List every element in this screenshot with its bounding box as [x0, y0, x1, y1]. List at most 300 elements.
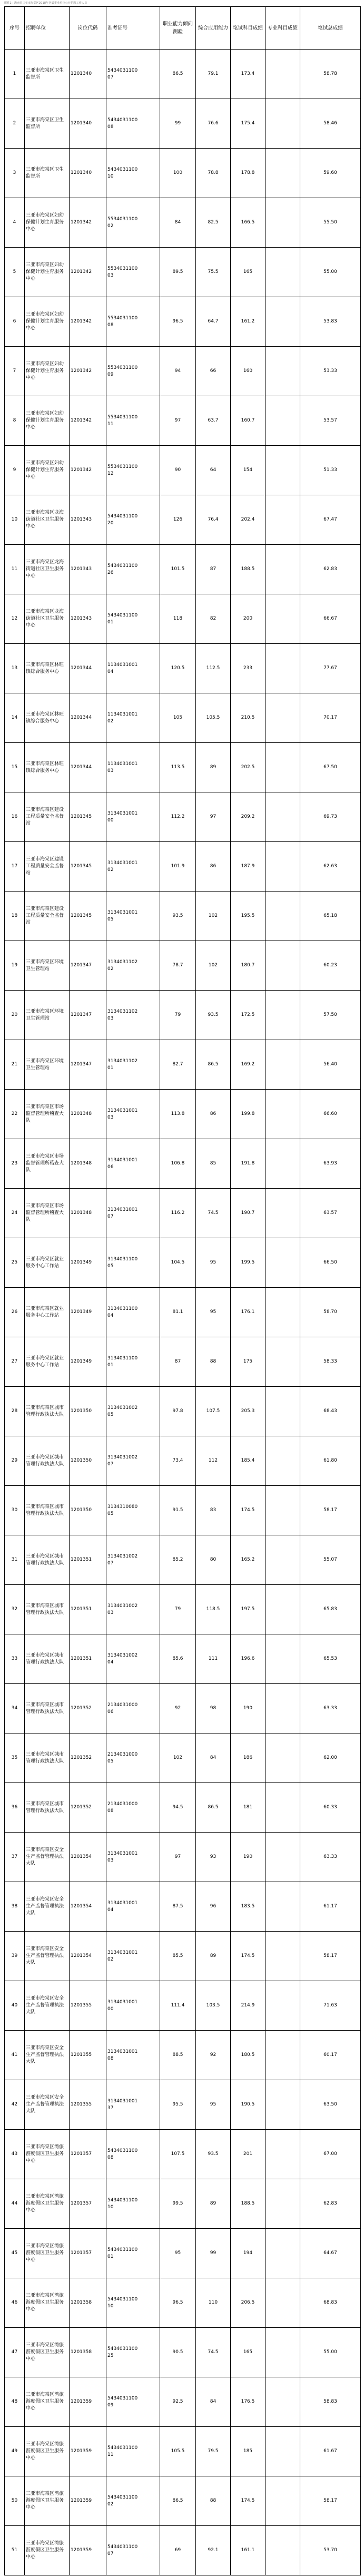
cell-index: 22	[5, 1090, 25, 1139]
cell-position-code: 1201342	[70, 347, 106, 396]
cell-aptitude-score: 69	[160, 2526, 196, 2575]
cell-application-score: 76.6	[196, 99, 231, 149]
cell-aptitude-score: 87	[160, 1337, 196, 1387]
cell-ticket-number: 3134031100 05	[106, 1238, 160, 1288]
table-row	[5, 2427, 361, 2476]
cell-unit: 三亚市海棠区市场监督管理所稽查大队	[25, 1139, 70, 1189]
cell-ticket-number: 3134031100 04	[106, 1288, 160, 1337]
cell-aptitude-score: 94	[160, 347, 196, 396]
cell-ticket-number: 3134031001 08	[106, 2031, 160, 2080]
cell-aptitude-score: 97.8	[160, 1387, 196, 1436]
cell-application-score: 75.5	[196, 248, 231, 297]
cell-application-score: 86	[196, 842, 231, 892]
cell-ticket-number: 3134031001 07	[106, 1189, 160, 1238]
header-aptitude-score: 职业能力倾向测验	[160, 7, 196, 50]
cell-application-score: 87	[196, 545, 231, 594]
cell-specialty-score	[265, 446, 300, 495]
cell-index: 28	[5, 1387, 25, 1436]
cell-subject-total: 160	[231, 347, 265, 396]
cell-final-score: 58.83	[300, 2377, 361, 2427]
cell-unit: 三亚市海棠区湾旅游度假区卫生服务中心	[25, 2427, 70, 2476]
cell-final-score: 61.17	[300, 1882, 361, 1932]
header-ticket-number: 准考证号	[106, 7, 160, 50]
cell-subject-total: 205.3	[231, 1387, 265, 1436]
cell-aptitude-score: 126	[160, 495, 196, 545]
cell-position-code: 1201344	[70, 644, 106, 693]
cell-specialty-score	[265, 1882, 300, 1932]
cell-ticket-number: 3134031001 03	[106, 1090, 160, 1139]
cell-final-score: 62.83	[300, 2179, 361, 2229]
cell-unit: 三亚市海棠区安全生产监督管理执法大队	[25, 1981, 70, 2031]
cell-index: 33	[5, 1634, 25, 1684]
cell-aptitude-score: 101.9	[160, 842, 196, 892]
cell-position-code: 1201355	[70, 2080, 106, 2130]
cell-index: 24	[5, 1189, 25, 1238]
cell-ticket-number: 5534031100 02	[106, 198, 160, 248]
table-row	[5, 99, 361, 149]
table-row	[5, 2476, 361, 2526]
table-row	[5, 594, 361, 644]
cell-subject-total: 185	[231, 2427, 265, 2476]
cell-specialty-score	[265, 545, 300, 594]
cell-specialty-score	[265, 1436, 300, 1486]
cell-unit: 三亚市海棠区城市管理行政执法大队	[25, 1387, 70, 1436]
cell-final-score: 66.50	[300, 1238, 361, 1288]
table-row	[5, 743, 361, 792]
cell-index: 27	[5, 1337, 25, 1387]
cell-unit: 三亚市海棠区妇幼保健计划生育服务中心	[25, 198, 70, 248]
cell-position-code: 1201342	[70, 396, 106, 446]
cell-final-score: 66.60	[300, 1090, 361, 1139]
cell-ticket-number: 3134031001 04	[106, 1882, 160, 1932]
cell-subject-total: 176.5	[231, 2377, 265, 2427]
cell-index: 14	[5, 693, 25, 743]
cell-position-code: 1201352	[70, 1684, 106, 1733]
cell-unit: 三亚市海棠区城市管理行政执法大队	[25, 1733, 70, 1783]
cell-specialty-score	[265, 2130, 300, 2179]
cell-aptitude-score: 100	[160, 149, 196, 198]
cell-position-code: 1201342	[70, 297, 106, 347]
cell-final-score: 63.93	[300, 1139, 361, 1189]
cell-final-score: 58.46	[300, 99, 361, 149]
cell-unit: 三亚市海棠区卫生监督所	[25, 149, 70, 198]
cell-final-score: 60.33	[300, 1783, 361, 1833]
cell-application-score: 84	[196, 2377, 231, 2427]
cell-subject-total: 186	[231, 1733, 265, 1783]
cell-position-code: 1201359	[70, 2377, 106, 2427]
cell-specialty-score	[265, 892, 300, 941]
cell-specialty-score	[265, 1387, 300, 1436]
cell-unit: 三亚市海棠区就业服务中心工作站	[25, 1238, 70, 1288]
cell-subject-total: 174.5	[231, 1932, 265, 1981]
header-unit: 招聘单位	[25, 7, 70, 50]
cell-ticket-number: 5434031100 07	[106, 2526, 160, 2575]
cell-unit: 三亚市海棠区环境卫生管理站	[25, 941, 70, 991]
cell-final-score: 56.40	[300, 1040, 361, 1090]
cell-subject-total: 178.8	[231, 149, 265, 198]
cell-specialty-score	[265, 2031, 300, 2080]
cell-specialty-score	[265, 2377, 300, 2427]
cell-application-score: 98	[196, 1684, 231, 1733]
cell-unit: 三亚市海棠区湾旅游度假区卫生服务中心	[25, 2526, 70, 2575]
cell-position-code: 1201352	[70, 1783, 106, 1833]
cell-application-score: 118.5	[196, 1585, 231, 1634]
cell-position-code: 1201348	[70, 1139, 106, 1189]
table-row	[5, 1387, 361, 1436]
cell-ticket-number: 5534031100 12	[106, 446, 160, 495]
cell-application-score: 83	[196, 1486, 231, 1535]
cell-ticket-number: 5434031100 08	[106, 2130, 160, 2179]
cell-unit: 三亚市海棠区市场监督管理所稽查大队	[25, 1189, 70, 1238]
cell-aptitude-score: 82.7	[160, 1040, 196, 1090]
table-row	[5, 347, 361, 396]
cell-index: 44	[5, 2179, 25, 2229]
cell-final-score: 58.33	[300, 1337, 361, 1387]
cell-position-code: 1201352	[70, 1733, 106, 1783]
cell-ticket-number: 3134031001 06	[106, 1139, 160, 1189]
cell-final-score: 55.00	[300, 2328, 361, 2377]
cell-aptitude-score: 96.5	[160, 2278, 196, 2328]
cell-application-score: 85	[196, 1139, 231, 1189]
cell-aptitude-score: 86.5	[160, 50, 196, 99]
cell-aptitude-score: 87.5	[160, 1882, 196, 1932]
cell-index: 13	[5, 644, 25, 693]
cell-subject-total: 174.5	[231, 1486, 265, 1535]
cell-ticket-number: 3134031100 01	[106, 1337, 160, 1387]
cell-subject-total: 181	[231, 1783, 265, 1833]
cell-aptitude-score: 107.5	[160, 2130, 196, 2179]
cell-application-score: 74.5	[196, 2328, 231, 2377]
cell-unit: 三亚市海棠区城市管理行政执法大队	[25, 1684, 70, 1733]
cell-ticket-number: 5434031100 01	[106, 2229, 160, 2278]
cell-ticket-number: 3134031001 37	[106, 2080, 160, 2130]
table-row	[5, 297, 361, 347]
cell-subject-total: 174.5	[231, 2476, 265, 2526]
cell-ticket-number: 5434031100 09	[106, 2377, 160, 2427]
cell-index: 1	[5, 50, 25, 99]
cell-ticket-number: 3134031001 05	[106, 892, 160, 941]
cell-index: 48	[5, 2377, 25, 2427]
cell-index: 6	[5, 297, 25, 347]
cell-position-code: 1201354	[70, 1833, 106, 1882]
table-row	[5, 693, 361, 743]
cell-index: 47	[5, 2328, 25, 2377]
cell-position-code: 1201342	[70, 248, 106, 297]
cell-final-score: 58.78	[300, 50, 361, 99]
cell-ticket-number: 5434031100 25	[106, 2328, 160, 2377]
cell-specialty-score	[265, 495, 300, 545]
cell-aptitude-score: 85.6	[160, 1634, 196, 1684]
cell-application-score: 86.5	[196, 1040, 231, 1090]
cell-final-score: 62.00	[300, 1733, 361, 1783]
cell-final-score: 67.47	[300, 495, 361, 545]
cell-aptitude-score: 99.5	[160, 2179, 196, 2229]
cell-unit: 三亚市海棠区环境卫生管理站	[25, 991, 70, 1040]
cell-specialty-score	[265, 2328, 300, 2377]
document-caption: 附件2：海南省三亚市海棠区2018年区属事业单位公开招聘工作人员	[4, 2, 87, 5]
cell-specialty-score	[265, 198, 300, 248]
cell-specialty-score	[265, 149, 300, 198]
table-row	[5, 2031, 361, 2080]
cell-index: 9	[5, 446, 25, 495]
cell-index: 30	[5, 1486, 25, 1535]
cell-index: 32	[5, 1585, 25, 1634]
cell-subject-total: 191.8	[231, 1139, 265, 1189]
cell-index: 25	[5, 1238, 25, 1288]
cell-ticket-number: 3134031001 00	[106, 1981, 160, 2031]
cell-subject-total: 180.7	[231, 941, 265, 991]
cell-subject-total: 214.9	[231, 1981, 265, 2031]
cell-position-code: 1201340	[70, 149, 106, 198]
table-row	[5, 198, 361, 248]
cell-aptitude-score: 95	[160, 2229, 196, 2278]
cell-aptitude-score: 113.8	[160, 1090, 196, 1139]
cell-subject-total: 199.8	[231, 1090, 265, 1139]
cell-specialty-score	[265, 396, 300, 446]
cell-final-score: 63.33	[300, 1684, 361, 1733]
table-row	[5, 2278, 361, 2328]
cell-ticket-number: 1134031001 04	[106, 644, 160, 693]
cell-specialty-score	[265, 1684, 300, 1733]
cell-position-code: 1201349	[70, 1238, 106, 1288]
cell-unit: 三亚市海棠区妇幼保健计划生育服务中心	[25, 297, 70, 347]
cell-aptitude-score: 105	[160, 693, 196, 743]
cell-unit: 三亚市海棠区城市管理行政执法大队	[25, 1535, 70, 1585]
cell-aptitude-score: 112.2	[160, 792, 196, 842]
cell-aptitude-score: 73.4	[160, 1436, 196, 1486]
cell-subject-total: 195.5	[231, 892, 265, 941]
cell-specialty-score	[265, 1634, 300, 1684]
header-final-score: 笔试总成绩	[300, 7, 361, 50]
cell-specialty-score	[265, 1040, 300, 1090]
cell-aptitude-score: 86.5	[160, 2476, 196, 2526]
cell-application-score: 66	[196, 347, 231, 396]
cell-ticket-number: 3134031102 02	[106, 941, 160, 991]
table-row	[5, 1634, 361, 1684]
table-row	[5, 991, 361, 1040]
cell-ticket-number: 3134031002 07	[106, 1535, 160, 1585]
cell-specialty-score	[265, 2427, 300, 2476]
cell-subject-total: 161.1	[231, 2526, 265, 2575]
cell-ticket-number: 1134031001 02	[106, 693, 160, 743]
cell-position-code: 1201347	[70, 991, 106, 1040]
cell-aptitude-score: 89.5	[160, 248, 196, 297]
cell-unit: 三亚市海棠区龙海街道社区卫生服务中心	[25, 594, 70, 644]
cell-position-code: 1201350	[70, 1387, 106, 1436]
cell-aptitude-score: 90	[160, 446, 196, 495]
cell-aptitude-score: 104.5	[160, 1238, 196, 1288]
cell-specialty-score	[265, 297, 300, 347]
cell-final-score: 53.83	[300, 297, 361, 347]
header-row	[5, 7, 361, 50]
cell-aptitude-score: 84	[160, 198, 196, 248]
cell-position-code: 1201340	[70, 50, 106, 99]
cell-specialty-score	[265, 1833, 300, 1882]
cell-specialty-score	[265, 1189, 300, 1238]
table-row	[5, 2526, 361, 2575]
cell-final-score: 53.70	[300, 2526, 361, 2575]
cell-index: 45	[5, 2229, 25, 2278]
cell-specialty-score	[265, 941, 300, 991]
table-row	[5, 792, 361, 842]
cell-position-code: 1201343	[70, 495, 106, 545]
table-row	[5, 1090, 361, 1139]
table-row	[5, 644, 361, 693]
cell-aptitude-score: 96.5	[160, 297, 196, 347]
cell-aptitude-score: 99	[160, 99, 196, 149]
cell-specialty-score	[265, 347, 300, 396]
cell-final-score: 61.80	[300, 1436, 361, 1486]
cell-application-score: 93.5	[196, 991, 231, 1040]
cell-unit: 三亚市海棠区湾旅游度假区卫生服务中心	[25, 2278, 70, 2328]
table-row	[5, 2328, 361, 2377]
cell-unit: 三亚市海棠区城市管理行政执法大队	[25, 1436, 70, 1486]
cell-position-code: 1201349	[70, 1288, 106, 1337]
cell-position-code: 1201357	[70, 2229, 106, 2278]
cell-subject-total: 233	[231, 644, 265, 693]
table-row	[5, 2229, 361, 2278]
cell-unit: 三亚市海棠区湾旅游度假区卫生服务中心	[25, 2130, 70, 2179]
cell-position-code: 1201345	[70, 842, 106, 892]
cell-unit: 三亚市海棠区妇幼保健计划生育服务中心	[25, 446, 70, 495]
cell-aptitude-score: 105.5	[160, 2427, 196, 2476]
cell-specialty-score	[265, 50, 300, 99]
cell-specialty-score	[265, 1585, 300, 1634]
cell-index: 36	[5, 1783, 25, 1833]
cell-index: 18	[5, 892, 25, 941]
cell-application-score: 110	[196, 2278, 231, 2328]
cell-specialty-score	[265, 1238, 300, 1288]
table-row	[5, 1981, 361, 2031]
cell-application-score: 88	[196, 2476, 231, 2526]
cell-final-score: 55.07	[300, 1535, 361, 1585]
cell-subject-total: 165.2	[231, 1535, 265, 1585]
table-row	[5, 2080, 361, 2130]
cell-subject-total: 188.5	[231, 545, 265, 594]
cell-index: 42	[5, 2080, 25, 2130]
cell-final-score: 55.50	[300, 198, 361, 248]
table-row	[5, 1288, 361, 1337]
cell-final-score: 63.50	[300, 2080, 361, 2130]
cell-subject-total: 175	[231, 1337, 265, 1387]
cell-index: 29	[5, 1436, 25, 1486]
cell-ticket-number: 5534031100 09	[106, 347, 160, 396]
cell-specialty-score	[265, 1288, 300, 1337]
cell-specialty-score	[265, 693, 300, 743]
cell-position-code: 1201345	[70, 892, 106, 941]
cell-index: 11	[5, 545, 25, 594]
cell-subject-total: 209.2	[231, 792, 265, 842]
cell-application-score: 82.5	[196, 198, 231, 248]
cell-application-score: 79.5	[196, 2427, 231, 2476]
cell-index: 21	[5, 1040, 25, 1090]
cell-ticket-number: 3134031002 03	[106, 1585, 160, 1634]
cell-aptitude-score: 78.7	[160, 941, 196, 991]
cell-specialty-score	[265, 2080, 300, 2130]
cell-position-code: 1201358	[70, 2278, 106, 2328]
table-row	[5, 1833, 361, 1882]
cell-index: 34	[5, 1684, 25, 1733]
cell-unit: 三亚市海棠区安全生产监督管理执法大队	[25, 2031, 70, 2080]
table-row	[5, 842, 361, 892]
cell-specialty-score	[265, 792, 300, 842]
cell-application-score: 112	[196, 1436, 231, 1486]
cell-application-score: 76.4	[196, 495, 231, 545]
cell-final-score: 58.17	[300, 2476, 361, 2526]
cell-application-score: 107.5	[196, 1387, 231, 1436]
cell-subject-total: 172.5	[231, 991, 265, 1040]
cell-final-score: 53.57	[300, 396, 361, 446]
cell-unit: 三亚市海棠区安全生产监督管理执法大队	[25, 1833, 70, 1882]
table-row	[5, 2377, 361, 2427]
cell-final-score: 64.67	[300, 2229, 361, 2278]
cell-ticket-number: 5534031100 03	[106, 248, 160, 297]
cell-application-score: 74.5	[196, 1189, 231, 1238]
cell-index: 12	[5, 594, 25, 644]
cell-position-code: 1201343	[70, 545, 106, 594]
cell-final-score: 58.17	[300, 1932, 361, 1981]
table-row	[5, 941, 361, 991]
cell-unit: 三亚市海棠区妇幼保健计划生育服务中心	[25, 248, 70, 297]
cell-specialty-score	[265, 991, 300, 1040]
cell-specialty-score	[265, 1733, 300, 1783]
cell-unit: 三亚市海棠区建设工程质量安全监督站	[25, 892, 70, 941]
table-row	[5, 1783, 361, 1833]
cell-index: 46	[5, 2278, 25, 2328]
cell-application-score: 89	[196, 2179, 231, 2229]
cell-unit: 三亚市海棠区就业服务中心工作站	[25, 1337, 70, 1387]
cell-index: 37	[5, 1833, 25, 1882]
cell-unit: 三亚市海棠区妇幼保健计划生育服务中心	[25, 396, 70, 446]
cell-unit: 三亚市海棠区建设工程质量安全监督站	[25, 792, 70, 842]
cell-index: 23	[5, 1139, 25, 1189]
cell-application-score: 95	[196, 1288, 231, 1337]
cell-unit: 三亚市海棠区龙海街道社区卫生服务中心	[25, 495, 70, 545]
cell-aptitude-score: 120.5	[160, 644, 196, 693]
cell-application-score: 84	[196, 1733, 231, 1783]
cell-subject-total: 187.9	[231, 842, 265, 892]
cell-subject-total: 197.5	[231, 1585, 265, 1634]
cell-subject-total: 196.6	[231, 1634, 265, 1684]
cell-specialty-score	[265, 1981, 300, 2031]
cell-subject-total: 202.5	[231, 743, 265, 792]
cell-aptitude-score: 85.5	[160, 1932, 196, 1981]
cell-final-score: 67.00	[300, 2130, 361, 2179]
cell-index: 20	[5, 991, 25, 1040]
cell-position-code: 1201347	[70, 1040, 106, 1090]
cell-index: 7	[5, 347, 25, 396]
cell-ticket-number: 3134031002 07	[106, 1436, 160, 1486]
cell-final-score: 62.83	[300, 545, 361, 594]
table-row	[5, 1882, 361, 1932]
cell-subject-total: 206.5	[231, 2278, 265, 2328]
cell-unit: 三亚市海棠区城市管理行政执法大队	[25, 1634, 70, 1684]
cell-subject-total: 201	[231, 2130, 265, 2179]
cell-specialty-score	[265, 2526, 300, 2575]
cell-position-code: 1201359	[70, 2526, 106, 2575]
table-row	[5, 1733, 361, 1783]
cell-aptitude-score: 92.5	[160, 2377, 196, 2427]
header-index: 序号	[5, 7, 25, 50]
cell-aptitude-score: 81.1	[160, 1288, 196, 1337]
cell-application-score: 102	[196, 892, 231, 941]
cell-application-score: 88	[196, 1337, 231, 1387]
cell-ticket-number: 5434031100 10	[106, 149, 160, 198]
cell-application-score: 89	[196, 1932, 231, 1981]
cell-application-score: 86	[196, 1090, 231, 1139]
cell-specialty-score	[265, 2278, 300, 2328]
cell-unit: 三亚市海棠区湾旅游度假区卫生服务中心	[25, 2179, 70, 2229]
